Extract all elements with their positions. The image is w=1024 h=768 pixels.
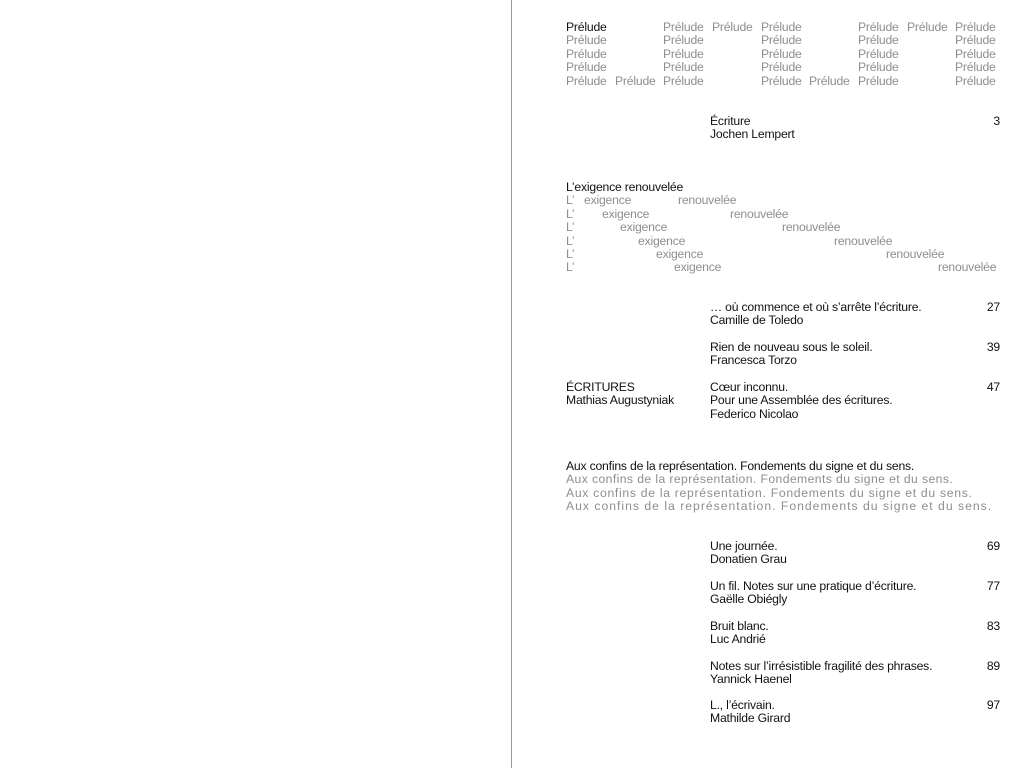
prelude-word: Prélude: [663, 46, 704, 61]
exigence-word: renouvelée: [938, 260, 997, 275]
aux-confins-echo: Aux confins de la représentation. Fondements du signe et du sens.: [566, 472, 954, 487]
section-ecritures-title: ÉCRITURES: [566, 380, 635, 394]
exigence-echo-row: [566, 261, 1002, 274]
exigence-word: exigence: [674, 260, 722, 275]
prelude-word: Prélude: [566, 46, 607, 61]
exigence-word: exigence: [638, 233, 686, 248]
toc-entry-grau[interactable]: [710, 540, 1000, 567]
toc-entry-title: … où commence et où s’arrête l’écriture.: [710, 300, 922, 314]
toc-entry-author: Francesca Torzo: [710, 353, 797, 368]
exigence-word: renouvelée: [834, 233, 893, 248]
toc-entry-author: Camille de Toledo: [710, 313, 804, 328]
toc-entry-page: 89: [986, 659, 1000, 673]
prelude-word: Prélude: [761, 60, 802, 75]
toc-entry-title: Notes sur l’irrésistible fragilité des phrases.: [710, 659, 933, 673]
exigence-echo-row: [566, 208, 1002, 221]
toc-entry-title: L., l’écrivain.: [710, 698, 775, 712]
toc-entry-title: Cœur inconnu.: [710, 380, 789, 394]
exigence-word: L’: [566, 247, 575, 261]
prelude-word: Prélude: [761, 20, 802, 34]
prelude-word: Prélude: [566, 60, 607, 75]
exigence-word: renouvelée: [678, 193, 737, 208]
exigence-word: exigence: [656, 247, 704, 261]
prelude-word: Prélude: [761, 73, 802, 88]
prelude-word: Prélude: [712, 20, 753, 34]
prelude-word: Prélude: [761, 46, 802, 61]
toc-entry-page: 3: [993, 114, 1000, 128]
toc-entry-page: 39: [986, 340, 1000, 354]
prelude-word: Prélude: [955, 73, 996, 88]
exigence-word: L’: [566, 233, 575, 248]
toc-entry-author: Jochen Lempert: [710, 127, 795, 142]
prelude-word: Prélude: [858, 33, 899, 48]
toc-entry-haenel[interactable]: [710, 660, 1000, 687]
exigence-echo-row: [566, 194, 1002, 207]
exigence-word: renouvelée: [782, 220, 841, 235]
toc-entry-page: 69: [986, 539, 1000, 553]
exigence-word: renouvelée: [730, 206, 789, 221]
section-ecritures-author: Mathias Augustyniak: [566, 393, 674, 408]
toc-entry-title: Bruit blanc.: [710, 619, 769, 633]
toc-entry-author: Yannick Haenel: [710, 672, 792, 687]
toc-entry-andrie[interactable]: [710, 620, 1000, 647]
exigence-echo-row: [566, 248, 1002, 261]
toc-entry-toledo[interactable]: [710, 301, 1000, 328]
toc-entry-nicolao[interactable]: [710, 381, 1000, 421]
exigence-word: L’: [566, 193, 575, 208]
toc-entry-subtitle: Pour une Assemblée des écritures.: [710, 393, 893, 408]
toc-entry-torzo[interactable]: [710, 341, 1000, 368]
toc-entry-author: Luc Andrié: [710, 632, 766, 647]
prelude-word: Prélude: [858, 73, 899, 88]
aux-confins-echo: Aux confins de la représentation. Fondements du signe et du sens.: [566, 499, 993, 514]
exigence-word: L’: [566, 206, 575, 221]
prelude-word: Prélude: [663, 33, 704, 48]
exigence-echo-row: [566, 221, 1002, 234]
prelude-word: Prélude: [955, 33, 996, 48]
prelude-word: Prélude: [663, 73, 704, 88]
exigence-word: L’: [566, 260, 575, 275]
toc-entry-page: 97: [986, 698, 1000, 712]
toc-entry-title: Rien de nouveau sous le soleil.: [710, 340, 873, 354]
exigence-word: exigence: [620, 220, 668, 235]
toc-entry-author: Gaëlle Obiégly: [710, 592, 788, 607]
toc-entry-ecriture[interactable]: [710, 115, 1000, 142]
toc-entry-author: Donatien Grau: [710, 552, 787, 567]
aux-confins-echo: Aux confins de la représentation. Fondements du signe et du sens.: [566, 485, 973, 500]
toc-entry-page: 47: [986, 380, 1000, 394]
prelude-word: Prélude: [955, 46, 996, 61]
prelude-word: Prélude: [907, 20, 948, 34]
prelude-word: Prélude: [955, 60, 996, 75]
prelude-word: Prélude: [858, 20, 899, 34]
exigence-word: exigence: [602, 206, 650, 221]
toc-entry-title: Un fil. Notes sur une pratique d’écriture.: [710, 579, 917, 593]
exigence-word: renouvelée: [886, 247, 945, 261]
prelude-word: Prélude: [663, 20, 704, 34]
toc-entry-title: Une journée.: [710, 539, 778, 553]
page-gutter-divider: [511, 0, 512, 768]
aux-confins-title: Aux confins de la représentation. Fondements du signe et du sens.: [566, 459, 915, 473]
toc-entry-page: 27: [986, 300, 1000, 314]
prelude-word: Prélude: [858, 46, 899, 61]
prelude-word: Prélude: [809, 73, 850, 88]
toc-entry-girard[interactable]: [710, 699, 1000, 726]
prelude-word: Prélude: [858, 60, 899, 75]
prelude-word: Prélude: [663, 60, 704, 75]
toc-entry-author: Federico Nicolao: [710, 406, 799, 421]
toc-entry-page: 77: [986, 579, 1000, 593]
toc-entry-obiegly[interactable]: [710, 580, 1000, 607]
prelude-word: Prélude: [761, 33, 802, 48]
prelude-word: Prélude: [566, 20, 607, 34]
exigence-title: L’exigence renouvelée: [566, 180, 684, 194]
prelude-typographic-grid: [566, 21, 1002, 91]
prelude-word: Prélude: [615, 73, 656, 88]
exigence-word: exigence: [584, 193, 632, 208]
toc-entry-author: Mathilde Girard: [710, 711, 791, 726]
toc-entry-page: 83: [986, 619, 1000, 633]
prelude-word: Prélude: [566, 73, 607, 88]
exigence-word: L’: [566, 220, 575, 235]
exigence-echo-row: [566, 235, 1002, 248]
prelude-word: Prélude: [566, 33, 607, 48]
prelude-word: Prélude: [955, 20, 996, 34]
toc-entry-title: Écriture: [710, 114, 751, 128]
